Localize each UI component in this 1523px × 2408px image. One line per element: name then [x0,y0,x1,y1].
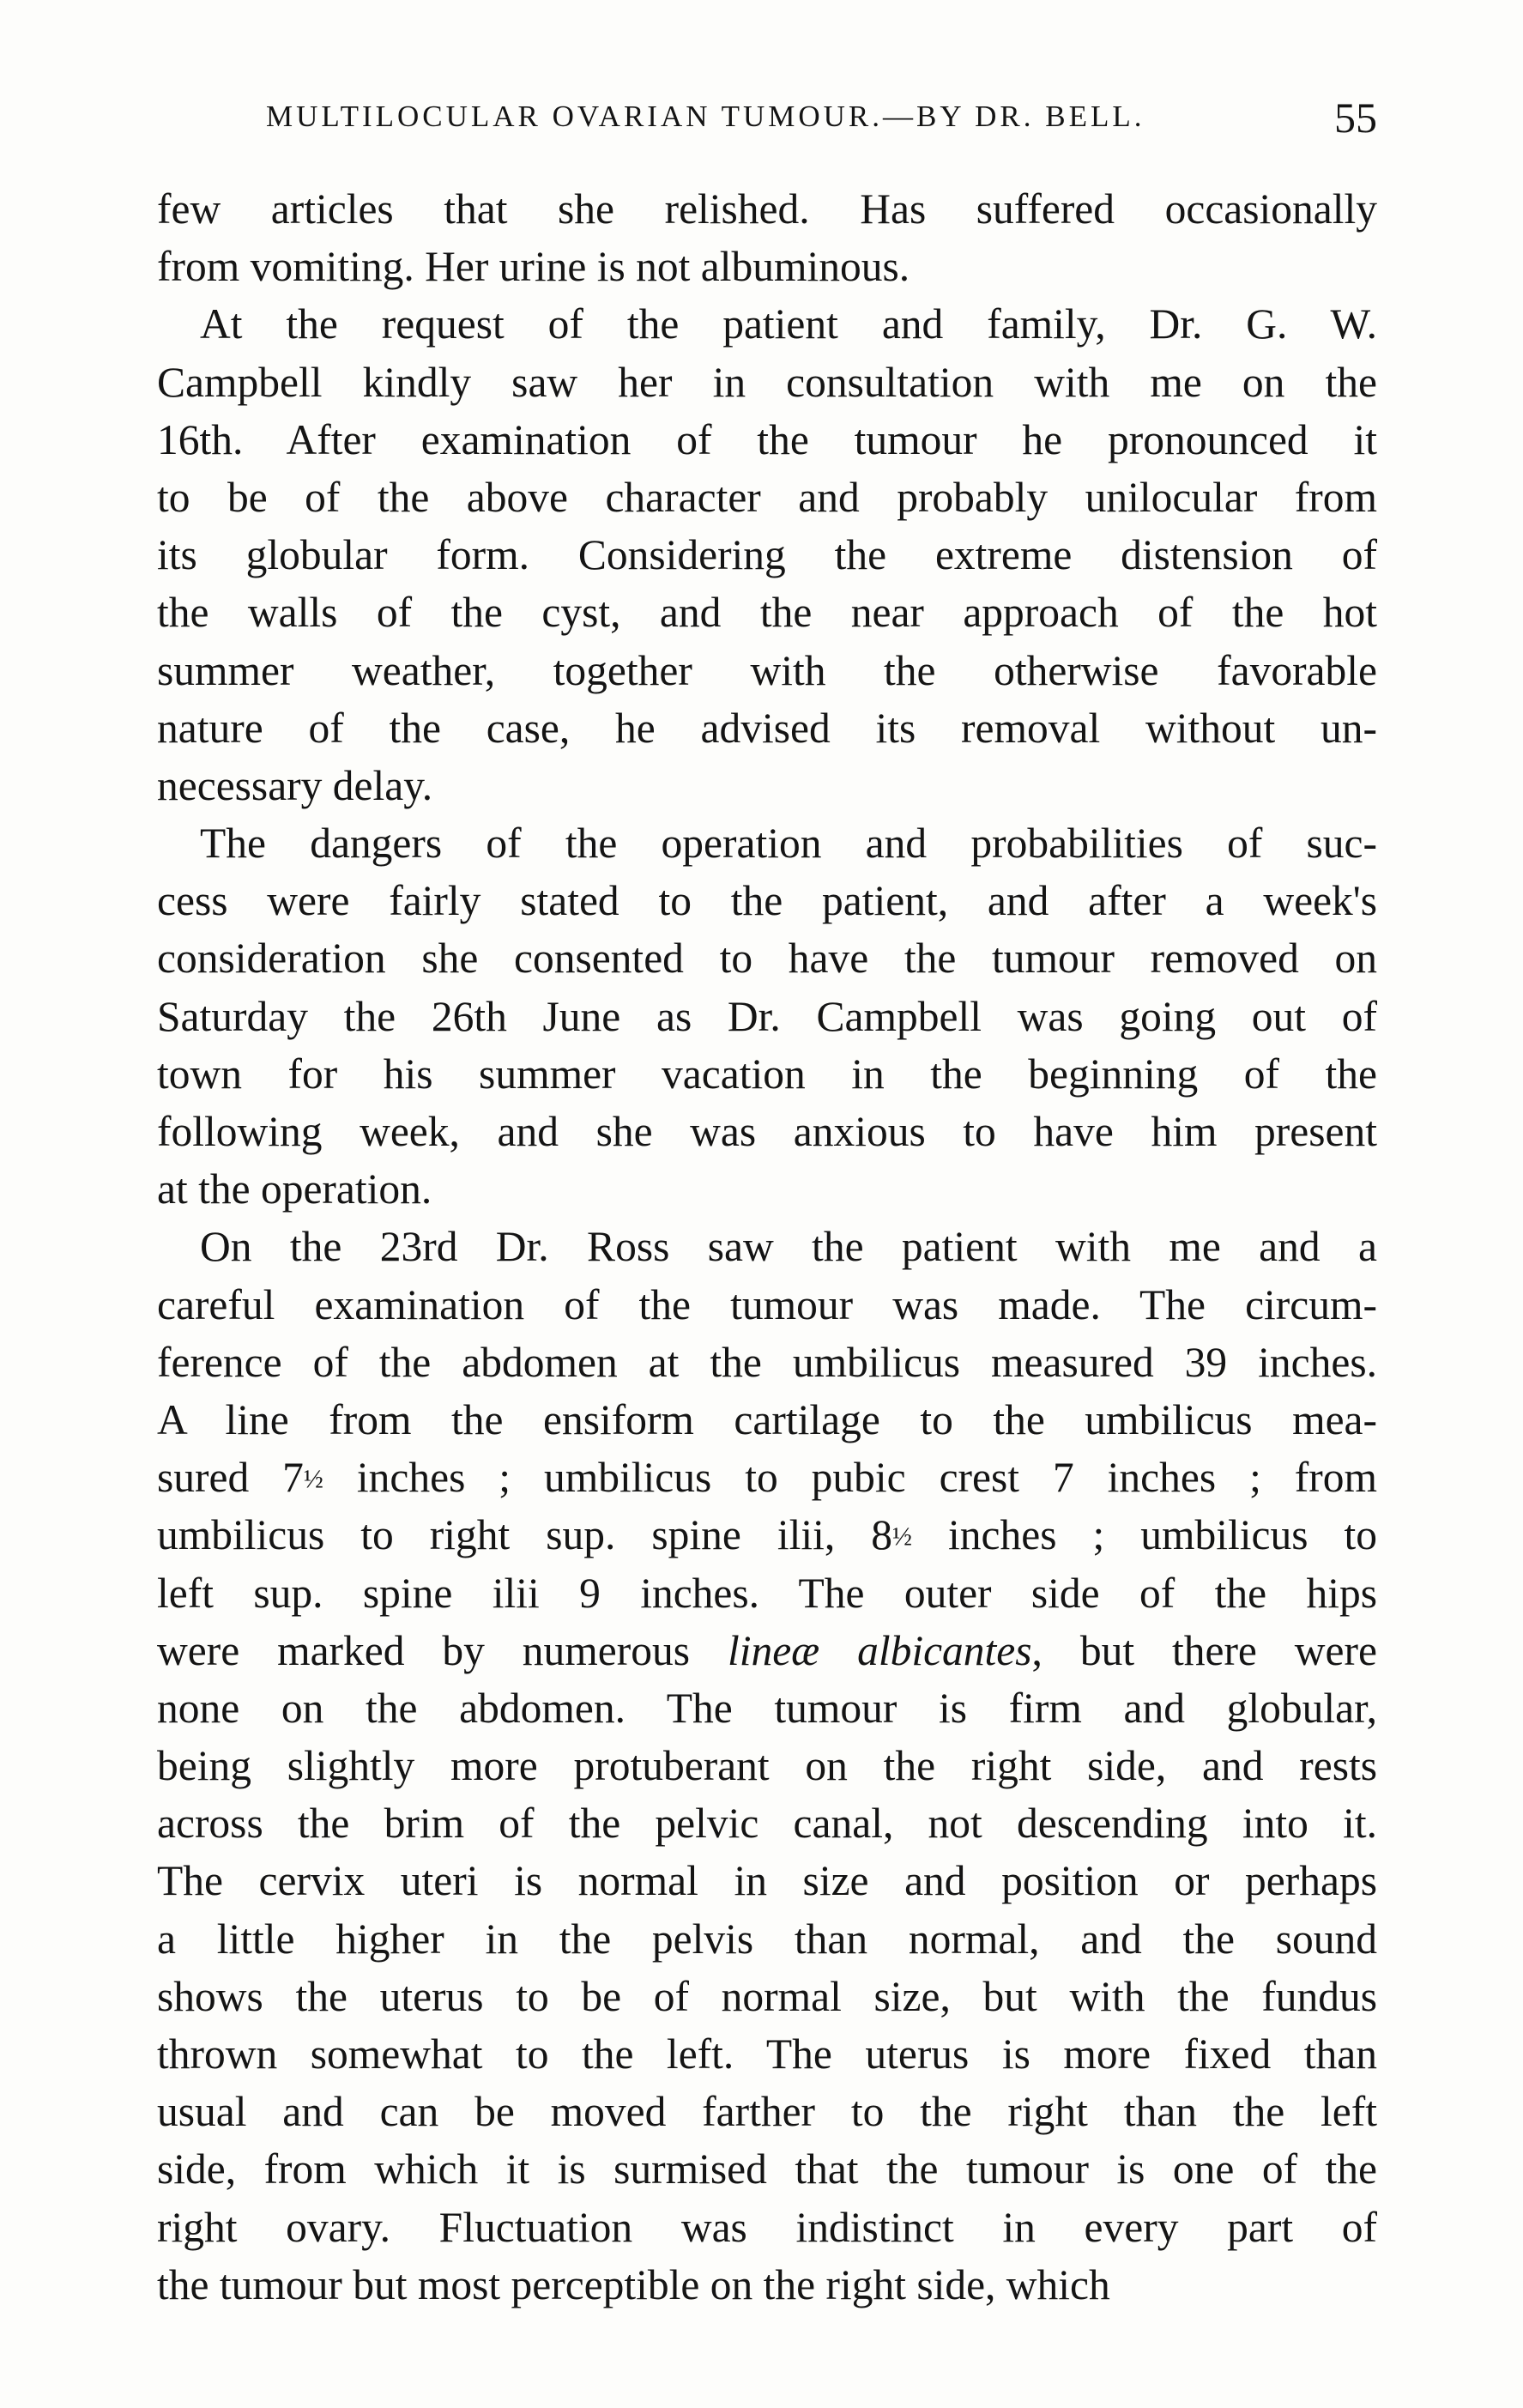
text-line [157,180,1377,238]
text-line [157,238,1377,295]
paragraph [157,1218,1377,2314]
line-text: following week, and she was anxious to have him present [157,1108,1377,1155]
text-line [157,2083,1377,2140]
line-text: shows the uterus to be of normal size, but with the fundus [157,1972,1377,2020]
line-text: were marked by numerous [157,1626,728,1674]
text-line [157,354,1377,411]
line-text: 16th. After examination of the tumour he pronounced it [157,415,1377,463]
line-text: none on the abdomen. The tumour is firm and globular, [157,1684,1377,1732]
text-line [157,1045,1377,1103]
line-text: cess were fairly stated to the patient, and after a week's [157,877,1377,925]
text-line [157,757,1377,814]
text-line [157,2140,1377,2198]
paragraph [157,295,1377,814]
text-line [157,1506,1377,1564]
text-line [157,1679,1377,1737]
line-text: Saturday the 26th June as Dr. Campbell was going out of [157,992,1377,1040]
line-text: few articles that she relished. Has suffered occasionally [157,185,1377,233]
text-line [157,988,1377,1045]
text-line [157,1968,1377,2025]
text-line [157,526,1377,584]
text-line [157,1391,1377,1449]
italic-term: lineæ albicantes [727,1626,1032,1674]
line-text-tail: inches ; umbilicus to pubic crest 7 inches ; from [323,1454,1377,1502]
line-text: right ovary. Fluctuation was indistinct in every part of [157,2203,1377,2251]
text-line [157,295,1377,353]
text-line [157,1218,1377,1275]
text-line [157,2025,1377,2083]
line-text: a little higher in the pelvis than normal, and the sound [157,1915,1377,1963]
text-line [157,1160,1377,1218]
text-line [157,1910,1377,1968]
line-text: A line from the ensiform cartilage to the umbilicus mea- [157,1395,1377,1443]
line-text: town for his summer vacation in the beginning of the [157,1050,1377,1098]
text-line [157,2199,1377,2256]
running-head: MULTILOCULAR OVARIAN TUMOUR.—BY DR. BELL. [266,100,1145,133]
line-text: Campbell kindly saw her in consultation with me on the [157,358,1377,406]
line-text-tail: inches ; umbilicus to [912,1511,1377,1559]
body-text [157,180,1377,2314]
text-line [157,814,1377,872]
page-number: 55 [1334,94,1377,142]
fraction: ½ [303,1464,323,1494]
line-text: careful examination of the tumour was made. The circum- [157,1280,1377,1328]
line-text: across the brim of the pelvic canal, not descending into it. [157,1800,1377,1848]
paragraph [157,180,1377,295]
text-line [157,1737,1377,1794]
text-line [157,584,1377,641]
text-line [157,642,1377,699]
text-line [157,1564,1377,1622]
text-line [157,1449,1377,1506]
text-line [157,469,1377,526]
line-text: its globular form. Considering the extreme distension of [157,531,1377,579]
line-text: left sup. spine ilii 9 inches. The outer side of the hips [157,1569,1377,1617]
line-text: The cervix uteri is normal in size and position or perhaps [157,1857,1377,1905]
text-line [157,1103,1377,1160]
line-text: umbilicus to right sup. spine ilii, 8 [157,1511,893,1559]
line-text: ference of the abdomen at the umbilicus measured 39 inches. [157,1338,1377,1386]
line-text: at the operation. [157,1165,432,1213]
text-line [157,2256,1377,2314]
line-text: On the 23rd Dr. Ross saw the patient with me and a [200,1223,1377,1271]
line-text: to be of the above character and probably unilocular from [157,473,1377,521]
text-line [157,1276,1377,1334]
text-line [157,1794,1377,1852]
line-text: the walls of the cyst, and the near approach of the hot [157,589,1377,637]
line-text: summer weather, together with the otherwise favorable [157,646,1377,694]
line-text: The dangers of the operation and probabilities of suc- [200,820,1377,868]
text-line [157,929,1377,987]
page-header [159,93,1377,153]
text-line [157,1622,1377,1679]
text-line [157,699,1377,757]
text-line [157,1852,1377,1909]
line-text: sured 7 [157,1454,304,1502]
line-text: thrown somewhat to the left. The uterus is more fixed than [157,2030,1377,2078]
line-text: from vomiting. Her urine is not albuminous. [157,243,910,291]
line-text: side, from which it is surmised that the tumour is one of the [157,2145,1377,2193]
line-text: nature of the case, he advised its removal without un- [157,704,1377,752]
line-text-tail: , but there were [1031,1626,1377,1674]
line-text: necessary delay. [157,761,433,809]
text-line [157,872,1377,929]
line-text: the tumour but most perceptible on the right side, which [157,2260,1110,2308]
fraction: ½ [892,1522,913,1552]
paragraph [157,814,1377,1218]
text-line [157,411,1377,469]
line-text: being slightly more protuberant on the right side, and rests [157,1742,1377,1790]
text-line [157,1334,1377,1391]
line-text: usual and can be moved farther to the right than the left [157,2088,1377,2136]
line-text: consideration she consented to have the tumour removed on [157,935,1377,983]
line-text: At the request of the patient and family, Dr. G. W. [200,300,1377,348]
